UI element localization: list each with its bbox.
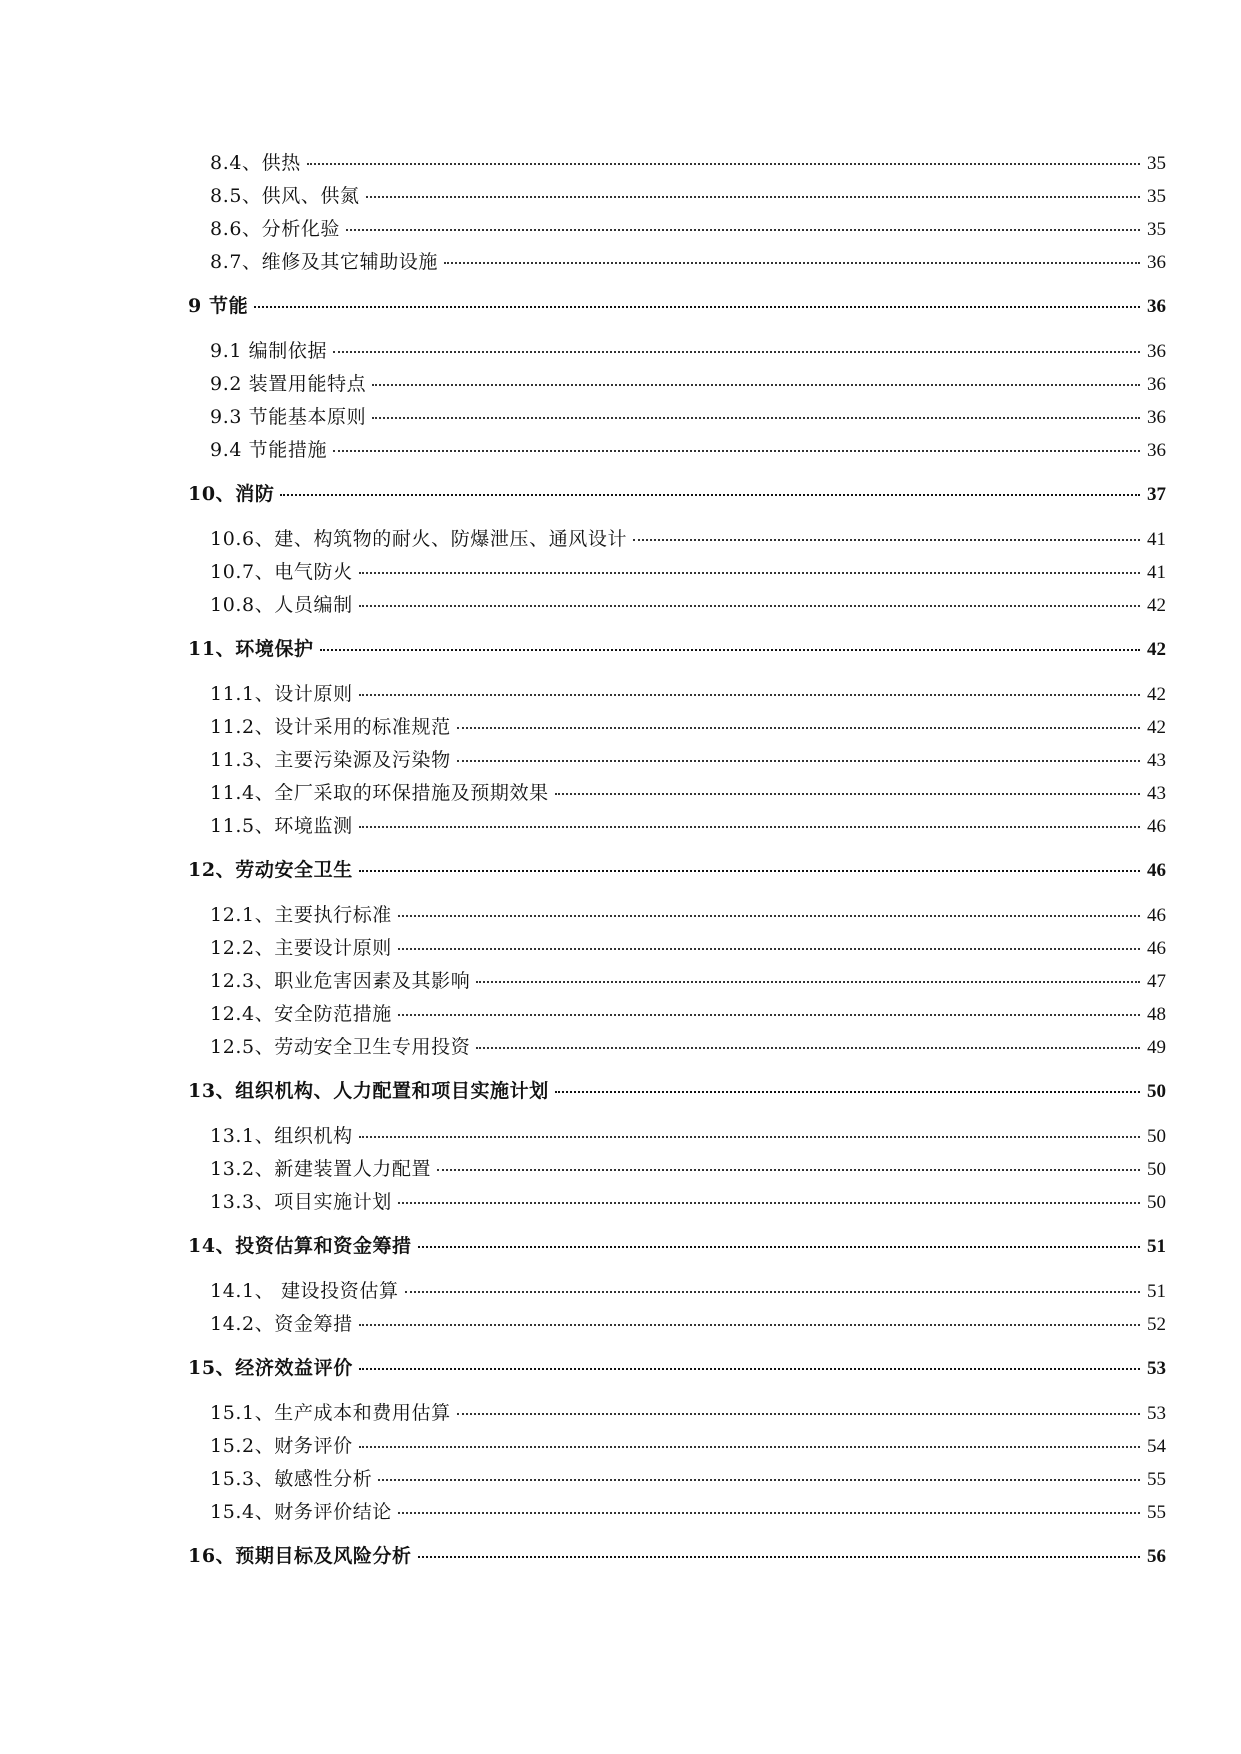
toc-section-entry[interactable] [188, 1154, 1166, 1187]
toc-entry-label: 14、投资估算和资金筹措 [188, 1235, 412, 1257]
toc-entry-label: 15、经济效益评价 [188, 1357, 353, 1379]
toc-section-entry[interactable] [188, 966, 1166, 999]
toc-page-number: 53 [1147, 1403, 1166, 1424]
toc-chapter-entry[interactable] [188, 1353, 1166, 1387]
toc-dot-leader [476, 980, 1140, 983]
toc-entry-label: 12.1、主要执行标准 [210, 904, 392, 926]
toc-section-entry[interactable] [188, 679, 1166, 712]
toc-section-entry[interactable] [188, 590, 1166, 623]
toc-section-entry[interactable] [188, 369, 1166, 402]
toc-section-entry[interactable] [188, 745, 1166, 778]
toc-page-number: 43 [1147, 750, 1166, 771]
toc-chapter-entry[interactable] [188, 1541, 1166, 1575]
toc-section-entry[interactable] [188, 247, 1166, 280]
toc-entry-label: 10.7、电气防火 [210, 561, 353, 583]
toc-entry-label: 13.3、项目实施计划 [210, 1191, 392, 1213]
toc-dot-leader [372, 383, 1140, 386]
toc-page-number: 46 [1147, 938, 1166, 959]
toc-page-number: 36 [1147, 374, 1166, 395]
toc-section-entry[interactable] [188, 181, 1166, 214]
toc-section-entry[interactable] [188, 1497, 1166, 1530]
toc-chapter-entry[interactable] [188, 634, 1166, 668]
toc-entry-label: 15.2、财务评价 [210, 1435, 353, 1457]
toc-chapter-entry[interactable] [188, 479, 1166, 513]
toc-dot-leader [398, 1201, 1140, 1204]
toc-dot-leader [359, 604, 1140, 607]
toc-dot-leader [378, 1478, 1140, 1481]
toc-entry-label: 11.5、环境监测 [210, 815, 353, 837]
toc-dot-leader [418, 1245, 1140, 1248]
toc-dot-leader [359, 1323, 1140, 1326]
toc-entry-label: 12.4、安全防范措施 [210, 1003, 392, 1025]
toc-page-number: 55 [1147, 1502, 1166, 1523]
toc-page-number: 35 [1147, 153, 1166, 174]
toc-entry-label: 14.2、资金筹措 [210, 1313, 353, 1335]
toc-page-number: 41 [1147, 562, 1166, 583]
toc-page-number: 53 [1147, 1358, 1166, 1379]
toc-dot-leader [320, 648, 1140, 651]
toc-entry-label: 10.6、建、构筑物的耐火、防爆泄压、通风设计 [210, 528, 628, 550]
toc-entry-label: 11.4、全厂采取的环保措施及预期效果 [210, 782, 549, 804]
toc-dot-leader [359, 825, 1140, 828]
toc-entry-label: 14.1、 建设投资估算 [210, 1280, 399, 1302]
toc-page-number: 47 [1147, 971, 1166, 992]
toc-entry-label: 11.3、主要污染源及污染物 [210, 749, 451, 771]
toc-dot-leader [333, 449, 1140, 452]
toc-dot-leader [476, 1046, 1140, 1049]
toc-entry-label: 9.3 节能基本原则 [210, 406, 367, 428]
toc-entry-label: 13.2、新建装置人力配置 [210, 1158, 432, 1180]
toc-page-number: 42 [1147, 639, 1166, 660]
toc-section-entry[interactable] [188, 1187, 1166, 1220]
toc-section-entry[interactable] [188, 557, 1166, 590]
toc-page-number: 50 [1147, 1081, 1166, 1102]
toc-page-number: 55 [1147, 1469, 1166, 1490]
toc-section-entry[interactable] [188, 1032, 1166, 1065]
toc-dot-leader [333, 350, 1140, 353]
toc-entry-label: 12.2、主要设计原则 [210, 937, 392, 959]
toc-section-entry[interactable] [188, 778, 1166, 811]
toc-dot-leader [359, 869, 1140, 872]
toc-section-entry[interactable] [188, 1464, 1166, 1497]
toc-page-number: 36 [1147, 296, 1166, 317]
toc-dot-leader [359, 693, 1140, 696]
toc-entry-label: 11、环境保护 [188, 638, 314, 660]
toc-dot-leader [555, 1090, 1140, 1093]
toc-section-entry[interactable] [188, 336, 1166, 369]
toc-page-number: 46 [1147, 860, 1166, 881]
toc-page-number: 42 [1147, 684, 1166, 705]
toc-page-number: 50 [1147, 1192, 1166, 1213]
toc-entry-label: 13.1、组织机构 [210, 1125, 353, 1147]
toc-dot-leader [437, 1168, 1140, 1171]
toc-entry-label: 16、预期目标及风险分析 [188, 1545, 412, 1567]
toc-dot-leader [280, 493, 1140, 496]
toc-entry-label: 9.4 节能措施 [210, 439, 328, 461]
toc-dot-leader [366, 195, 1140, 198]
toc-page-number: 35 [1147, 219, 1166, 240]
toc-page-number: 42 [1147, 595, 1166, 616]
toc-dot-leader [372, 416, 1140, 419]
toc-entry-label: 11.1、设计原则 [210, 683, 353, 705]
toc-entry-label: 12.3、职业危害因素及其影响 [210, 970, 471, 992]
toc-page-number: 54 [1147, 1436, 1166, 1457]
toc-entry-label: 12、劳动安全卫生 [188, 859, 353, 881]
toc-entry-label: 15.3、敏感性分析 [210, 1468, 373, 1490]
toc-dot-leader [398, 1013, 1140, 1016]
toc-section-entry[interactable] [188, 148, 1166, 181]
toc-dot-leader [398, 1511, 1140, 1514]
toc-dot-leader [359, 1445, 1140, 1448]
toc-page-number: 41 [1147, 529, 1166, 550]
toc-entry-label: 9.1 编制依据 [210, 340, 328, 362]
toc-page-number: 35 [1147, 186, 1166, 207]
toc-chapter-entry[interactable] [188, 1076, 1166, 1110]
toc-section-entry[interactable] [188, 435, 1166, 468]
toc-page-number: 46 [1147, 905, 1166, 926]
toc-entry-label: 12.5、劳动安全卫生专用投资 [210, 1036, 471, 1058]
toc-chapter-entry[interactable] [188, 1231, 1166, 1265]
toc-section-entry[interactable] [188, 1431, 1166, 1464]
toc-page-number: 56 [1147, 1546, 1166, 1567]
toc-page-number: 52 [1147, 1314, 1166, 1335]
toc-page-number: 50 [1147, 1159, 1166, 1180]
toc-section-entry[interactable] [188, 1398, 1166, 1431]
toc-page-number: 48 [1147, 1004, 1166, 1025]
toc-dot-leader [346, 228, 1140, 231]
toc-entry-label: 15.4、财务评价结论 [210, 1501, 392, 1523]
toc-dot-leader [307, 162, 1140, 165]
toc-entry-label: 11.2、设计采用的标准规范 [210, 716, 451, 738]
toc-dot-leader [398, 914, 1140, 917]
toc-page-number: 36 [1147, 341, 1166, 362]
toc-entry-label: 15.1、生产成本和费用估算 [210, 1402, 451, 1424]
toc-section-entry[interactable] [188, 712, 1166, 745]
toc-page-number: 51 [1147, 1236, 1166, 1257]
toc-dot-leader [444, 261, 1140, 264]
toc-dot-leader [359, 1367, 1140, 1370]
toc-entry-label: 10.8、人员编制 [210, 594, 353, 616]
toc-section-entry[interactable] [188, 1121, 1166, 1154]
toc-section-entry[interactable] [188, 933, 1166, 966]
toc-chapter-entry[interactable] [188, 291, 1166, 325]
toc-page-number: 46 [1147, 816, 1166, 837]
toc-section-entry[interactable] [188, 1309, 1166, 1342]
toc-entry-label: 8.6、分析化验 [210, 218, 341, 240]
toc-dot-leader [359, 571, 1140, 574]
toc-dot-leader [457, 1412, 1140, 1415]
table-of-contents [188, 148, 1166, 1586]
toc-entry-label: 8.7、维修及其它辅助设施 [210, 251, 439, 273]
toc-dot-leader [359, 1135, 1140, 1138]
toc-dot-leader [398, 947, 1140, 950]
toc-page-number: 37 [1147, 484, 1166, 505]
toc-section-entry[interactable] [188, 999, 1166, 1032]
toc-section-entry[interactable] [188, 524, 1166, 557]
toc-entry-label: 8.5、供风、供氮 [210, 185, 360, 207]
toc-page-number: 49 [1147, 1037, 1166, 1058]
toc-page-number: 36 [1147, 252, 1166, 273]
toc-page-number: 42 [1147, 717, 1166, 738]
toc-entry-label: 9.2 装置用能特点 [210, 373, 367, 395]
toc-section-entry[interactable] [188, 402, 1166, 435]
toc-page-number: 50 [1147, 1126, 1166, 1147]
toc-dot-leader [457, 726, 1140, 729]
toc-page-number: 36 [1147, 440, 1166, 461]
toc-entry-label: 8.4、供热 [210, 152, 301, 174]
toc-chapter-entry[interactable] [188, 855, 1166, 889]
toc-page-number: 51 [1147, 1281, 1166, 1302]
toc-page-number: 43 [1147, 783, 1166, 804]
toc-entry-label: 10、消防 [188, 483, 275, 505]
toc-dot-leader [254, 305, 1140, 308]
toc-entry-label: 9 节能 [188, 295, 249, 317]
toc-section-entry[interactable] [188, 214, 1166, 247]
toc-entry-label: 13、组织机构、人力配置和项目实施计划 [188, 1080, 549, 1102]
toc-dot-leader [555, 792, 1140, 795]
toc-dot-leader [633, 538, 1140, 541]
toc-section-entry[interactable] [188, 1276, 1166, 1309]
toc-section-entry[interactable] [188, 811, 1166, 844]
toc-page-number: 36 [1147, 407, 1166, 428]
toc-dot-leader [418, 1555, 1140, 1558]
toc-dot-leader [457, 759, 1140, 762]
toc-section-entry[interactable] [188, 900, 1166, 933]
toc-dot-leader [405, 1290, 1140, 1293]
